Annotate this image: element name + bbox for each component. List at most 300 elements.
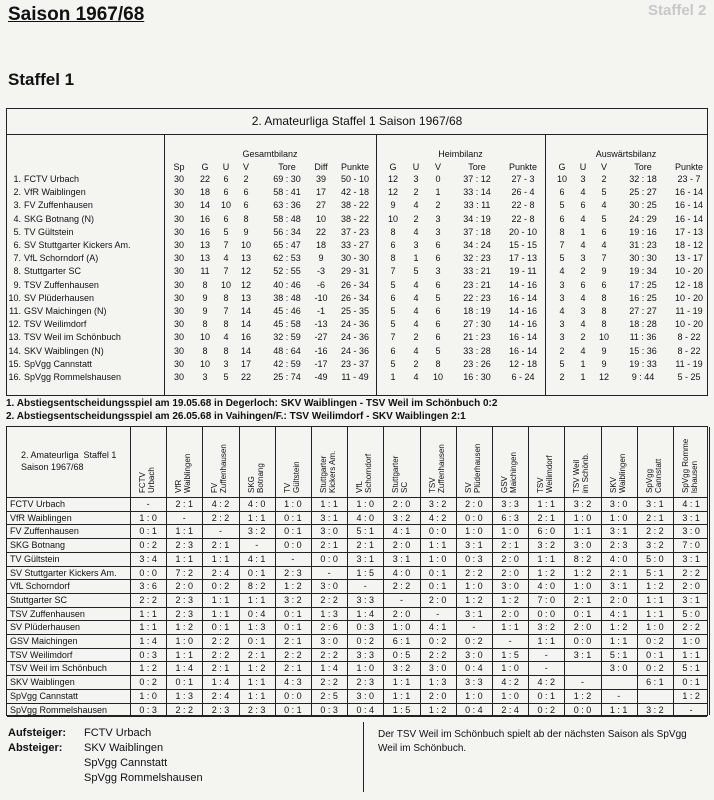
match-result: 1 : 1 bbox=[211, 594, 230, 605]
stat-apkt: 18 - 12 bbox=[674, 240, 704, 250]
stat-ag: 5 bbox=[559, 200, 565, 211]
stat-ag: 8 bbox=[559, 226, 565, 237]
match-result: 2 : 3 bbox=[175, 594, 194, 605]
match-result: 1 : 2 bbox=[682, 690, 700, 701]
match-result: 1 : 1 bbox=[211, 608, 230, 619]
stat-sp: 30 bbox=[173, 187, 184, 198]
match-result: 1 : 1 bbox=[501, 622, 519, 633]
match-result: 1 : 0 bbox=[646, 622, 664, 633]
stat-diff: -27 bbox=[314, 332, 328, 343]
stat-hpkt: 27 - 3 bbox=[511, 174, 535, 184]
match-result: 1 : 0 bbox=[465, 526, 483, 537]
match-result: 6 : 1 bbox=[392, 636, 411, 646]
stat-hg: 5 bbox=[390, 319, 396, 330]
stat-diff: 39 bbox=[315, 174, 326, 184]
stat-av: 9 bbox=[601, 345, 607, 356]
match-result: 3 : 1 bbox=[682, 553, 700, 564]
match-result: 1 : 2 bbox=[573, 567, 592, 578]
group-header-away: Auswärtsbilanz bbox=[595, 149, 657, 159]
match-result: - bbox=[617, 690, 621, 701]
stat-g: 8 bbox=[202, 345, 208, 356]
match-result: 1 : 2 bbox=[646, 581, 664, 592]
stat-hpkt: 16 - 14 bbox=[508, 345, 538, 356]
match-result: 1 : 1 bbox=[392, 690, 411, 701]
stat-au: 4 bbox=[580, 187, 586, 198]
stat-htore: 37 : 12 bbox=[463, 174, 491, 184]
match-result: 3 : 1 bbox=[465, 540, 483, 551]
match-result: 2 : 2 bbox=[139, 594, 157, 605]
match-result: 1 : 0 bbox=[139, 690, 157, 701]
stat-hv: 10 bbox=[432, 372, 443, 382]
stat-v: 17 bbox=[240, 358, 251, 369]
match-result: 4 : 0 bbox=[356, 512, 375, 523]
stat-atore: 30 : 30 bbox=[629, 253, 657, 264]
stat-hu: 4 bbox=[413, 372, 419, 382]
matrix-row-team: TV Gültstein bbox=[10, 553, 60, 564]
matrix-row-team: TSV Weil im Schönbuch bbox=[10, 663, 107, 674]
stat-av: 12 bbox=[598, 372, 609, 382]
stat-u: 8 bbox=[223, 345, 229, 356]
match-result: - bbox=[399, 594, 403, 605]
match-result: 1 : 2 bbox=[573, 690, 592, 701]
stat-hg: 12 bbox=[387, 187, 398, 198]
stat-pkt: 23 - 37 bbox=[340, 358, 370, 369]
stat-ag: 3 bbox=[559, 279, 565, 290]
match-result: 1 : 1 bbox=[609, 704, 628, 715]
match-result: 6 : 3 bbox=[501, 512, 519, 523]
stat-av: 9 bbox=[601, 266, 607, 277]
match-result: 3 : 1 bbox=[682, 512, 700, 523]
match-result: 2 : 1 bbox=[573, 594, 592, 605]
match-result: 0 : 5 bbox=[392, 649, 411, 660]
stat-ag: 2 bbox=[559, 345, 565, 356]
match-result: 2 : 2 bbox=[175, 704, 194, 715]
match-result: 3 : 2 bbox=[646, 540, 664, 551]
matrix-col-label: SpVgg Romme lshausen bbox=[681, 438, 699, 493]
stat-tore: 65 : 47 bbox=[273, 240, 301, 250]
match-result: 2 : 0 bbox=[392, 608, 411, 619]
match-result: 3 : 4 bbox=[139, 553, 157, 564]
match-result: 0 : 1 bbox=[537, 690, 556, 701]
team-name: FV Zuffenhausen bbox=[24, 200, 93, 211]
match-result: 3 : 2 bbox=[428, 499, 447, 509]
stat-av: 8 bbox=[601, 319, 607, 330]
team-name: GSV Maichingen (N) bbox=[24, 306, 107, 316]
stat-hg: 12 bbox=[387, 174, 398, 184]
match-result: 8 : 2 bbox=[247, 581, 266, 592]
match-result: 3 : 1 bbox=[465, 608, 483, 619]
matrix-col-label: FV Zuffenhausen bbox=[210, 444, 229, 493]
stat-g: 22 bbox=[199, 174, 210, 184]
match-result: 1 : 0 bbox=[139, 512, 157, 523]
stat-sp: 30 bbox=[173, 279, 184, 290]
match-result: 0 : 1 bbox=[284, 622, 302, 633]
match-result: 3 : 0 bbox=[320, 526, 338, 537]
match-result: 1 : 1 bbox=[139, 622, 157, 633]
matrix-row-team: GSV Maichingen bbox=[10, 636, 78, 646]
stat-hpkt: 15 - 15 bbox=[508, 240, 538, 250]
match-result: 0 : 1 bbox=[284, 526, 302, 537]
match-result: 2 : 0 bbox=[465, 499, 483, 509]
stat-au: 1 bbox=[580, 226, 586, 237]
match-result: 4 : 1 bbox=[428, 622, 447, 633]
stat-pkt: 38 - 22 bbox=[340, 200, 370, 211]
match-result: 0 : 1 bbox=[247, 567, 266, 578]
match-result: 1 : 3 bbox=[428, 677, 447, 688]
match-result: 1 : 5 bbox=[392, 704, 411, 715]
stat-ag: 3 bbox=[559, 332, 565, 343]
stat-sp: 30 bbox=[173, 345, 184, 356]
match-result: 0 : 1 bbox=[682, 677, 700, 688]
match-result: 1 : 0 bbox=[284, 499, 302, 509]
match-result: 4 : 1 bbox=[682, 499, 700, 509]
stat-hpkt: 22 - 8 bbox=[511, 213, 535, 224]
matrix-row-team: SKG Botnang bbox=[10, 540, 66, 551]
match-result: 1 : 0 bbox=[573, 512, 592, 523]
team-name: VfL Schorndorf (A) bbox=[24, 253, 99, 264]
match-result: 3 : 1 bbox=[682, 594, 700, 605]
stat-apkt: 5 - 25 bbox=[677, 372, 701, 382]
match-result: - bbox=[544, 649, 548, 660]
results-matrix bbox=[6, 426, 708, 716]
match-result: 2 : 0 bbox=[682, 581, 700, 592]
stat-g: 10 bbox=[199, 358, 210, 369]
stat-hg: 1 bbox=[390, 372, 396, 382]
stat-g: 3 bbox=[202, 372, 208, 382]
stat-htore: 33 : 28 bbox=[463, 345, 491, 356]
stat-hg: 5 bbox=[390, 306, 396, 316]
match-result: 4 : 2 bbox=[211, 499, 230, 509]
stat-pkt: 11 - 49 bbox=[341, 372, 369, 382]
team-name: TSV Weil im Schönbuch bbox=[24, 332, 121, 343]
stat-apkt: 23 - 7 bbox=[677, 174, 701, 184]
stat-hpkt: 16 - 14 bbox=[508, 332, 538, 343]
match-result: 4 : 0 bbox=[247, 499, 266, 509]
matrix-col-label: TSV Weil im Schönb. bbox=[572, 452, 591, 493]
stat-v: 6 bbox=[243, 200, 249, 211]
match-result: 3 : 2 bbox=[247, 526, 266, 537]
match-result: 4 : 1 bbox=[392, 526, 411, 537]
match-result: 2 : 3 bbox=[356, 677, 375, 688]
stat-ag: 3 bbox=[559, 319, 565, 330]
stat-pkt: 33 - 27 bbox=[340, 240, 370, 250]
relegated-team-1: SKV Waiblingen bbox=[84, 742, 164, 754]
section-title: Staffel 1 bbox=[8, 70, 75, 89]
stat-au: 3 bbox=[580, 174, 586, 184]
group-header-home: Heimbilanz bbox=[438, 149, 483, 159]
team-name: TSV Zuffenhausen bbox=[24, 279, 99, 290]
stat-ag: 6 bbox=[559, 187, 565, 198]
stat-hu: 4 bbox=[413, 226, 419, 237]
col-header-hv: V bbox=[434, 162, 441, 172]
match-result: 1 : 1 bbox=[247, 677, 266, 688]
stat-hg: 10 bbox=[387, 213, 398, 224]
stat-u: 8 bbox=[223, 319, 229, 330]
rank: 16. bbox=[8, 372, 21, 382]
stat-av: 8 bbox=[601, 292, 607, 303]
match-result: - bbox=[689, 704, 693, 715]
match-result: 1 : 1 bbox=[139, 608, 157, 619]
stat-sp: 30 bbox=[173, 253, 184, 264]
match-result: 3 : 6 bbox=[139, 581, 157, 592]
match-result: 2 : 3 bbox=[211, 704, 230, 715]
match-result: 1 : 1 bbox=[247, 594, 266, 605]
stat-g: 14 bbox=[199, 200, 210, 211]
stat-u: 6 bbox=[223, 213, 229, 224]
stat-ag: 4 bbox=[559, 266, 565, 277]
stat-au: 1 bbox=[580, 372, 586, 382]
stat-ag: 10 bbox=[556, 174, 567, 184]
matrix-col-label: Stuttgarter SC bbox=[391, 455, 410, 493]
stat-hv: 5 bbox=[435, 345, 441, 356]
match-result: 2 : 2 bbox=[646, 526, 664, 537]
stat-sp: 30 bbox=[173, 332, 184, 343]
stat-atore: 15 : 36 bbox=[629, 345, 657, 356]
matrix-row-team: SV Stuttgarter Kickers Am. bbox=[10, 567, 117, 578]
stat-hg: 6 bbox=[390, 240, 396, 250]
rank: 10. bbox=[8, 292, 21, 303]
match-result: 3 : 3 bbox=[501, 499, 519, 509]
stat-hpkt: 17 - 13 bbox=[508, 253, 538, 264]
match-result: 1 : 1 bbox=[537, 553, 556, 564]
stat-g: 8 bbox=[202, 279, 208, 290]
stat-hpkt: 16 - 14 bbox=[508, 292, 538, 303]
stat-hu: 4 bbox=[413, 292, 419, 303]
stat-diff: 22 bbox=[315, 226, 326, 237]
stat-u: 10 bbox=[220, 279, 231, 290]
col-header-v: V bbox=[242, 162, 249, 172]
match-result: 0 : 1 bbox=[573, 608, 592, 619]
match-result: 1 : 1 bbox=[247, 690, 266, 701]
match-result: 4 : 1 bbox=[609, 608, 628, 619]
stat-hu: 1 bbox=[413, 253, 419, 264]
stat-atore: 19 : 34 bbox=[629, 266, 657, 277]
match-result: 1 : 0 bbox=[573, 581, 592, 592]
match-result: 5 : 0 bbox=[682, 608, 700, 619]
match-result: 7 : 2 bbox=[175, 567, 194, 578]
stat-tore: 45 : 46 bbox=[273, 306, 301, 316]
match-result: 2 : 1 bbox=[284, 636, 302, 646]
rank: 13. bbox=[8, 332, 21, 343]
matrix-row-team: VfL Schorndorf bbox=[10, 581, 70, 592]
rank: 12. bbox=[8, 319, 21, 330]
stat-apkt: 8 - 22 bbox=[677, 332, 701, 343]
match-result: 1 : 1 bbox=[682, 649, 700, 660]
match-result: 1 : 1 bbox=[392, 677, 411, 688]
stat-hu: 2 bbox=[413, 358, 419, 369]
stat-hv: 6 bbox=[435, 279, 441, 290]
match-result: 1 : 0 bbox=[428, 553, 447, 564]
stat-hpkt: 20 - 10 bbox=[508, 226, 538, 237]
col-header-ag: G bbox=[558, 162, 566, 172]
match-result: 0 : 2 bbox=[465, 636, 483, 646]
match-result: 2 : 4 bbox=[211, 567, 230, 578]
stat-apkt: 16 - 14 bbox=[674, 213, 704, 224]
stat-apkt: 10 - 20 bbox=[674, 319, 704, 330]
rank: 14. bbox=[8, 345, 21, 356]
stat-diff: -6 bbox=[316, 279, 325, 290]
match-result: 0 : 0 bbox=[465, 512, 483, 523]
match-result: - bbox=[218, 526, 222, 537]
standings-table bbox=[6, 108, 708, 396]
matrix-col-label: TV Gültstein bbox=[282, 461, 301, 493]
match-result: 2 : 0 bbox=[175, 581, 194, 592]
match-result: 2 : 3 bbox=[175, 608, 194, 619]
match-result: 1 : 1 bbox=[609, 636, 628, 646]
stat-hv: 3 bbox=[435, 266, 441, 277]
stat-htore: 21 : 23 bbox=[463, 332, 491, 343]
match-result: 1 : 0 bbox=[501, 690, 519, 701]
match-result: 0 : 0 bbox=[573, 704, 592, 715]
stat-au: 4 bbox=[580, 292, 586, 303]
team-name: SV Plüderhausen bbox=[24, 292, 95, 303]
stat-au: 6 bbox=[580, 279, 586, 290]
col-header-pkt: Punkte bbox=[340, 162, 370, 172]
match-result: 3 : 0 bbox=[356, 690, 375, 701]
stat-au: 4 bbox=[580, 240, 586, 250]
stat-tore: 38 : 48 bbox=[273, 292, 301, 303]
stat-ag: 4 bbox=[559, 306, 565, 316]
match-result: 2 : 0 bbox=[392, 499, 411, 509]
stat-tore: 69 : 30 bbox=[273, 174, 301, 184]
matrix-row-team: SV Plüderhausen bbox=[10, 622, 81, 633]
stat-atore: 11 : 36 bbox=[629, 332, 657, 343]
stat-u: 6 bbox=[223, 174, 229, 184]
stat-diff: 9 bbox=[318, 253, 324, 264]
stat-av: 5 bbox=[601, 213, 607, 224]
stat-u: 6 bbox=[223, 187, 229, 198]
relegated-team-2: SpVgg Cannstatt bbox=[84, 757, 168, 769]
matrix-col-label: Stuttgarter Kickers Am. bbox=[319, 450, 337, 493]
bleed-through-title: Staffel 2 bbox=[648, 2, 707, 19]
match-result: 0 : 3 bbox=[139, 704, 157, 715]
stat-hpkt: 6 - 24 bbox=[511, 372, 535, 382]
stat-hv: 3 bbox=[435, 226, 441, 237]
stat-g: 16 bbox=[199, 213, 210, 224]
match-result: 1 : 1 bbox=[428, 540, 447, 551]
stat-pkt: 29 - 31 bbox=[340, 266, 370, 277]
matrix-row-team: SpVgg Cannstatt bbox=[10, 690, 79, 701]
match-result: 2 : 0 bbox=[573, 622, 592, 633]
stat-hv: 6 bbox=[435, 253, 441, 264]
match-result: 0 : 4 bbox=[465, 704, 483, 715]
match-result: 1 : 0 bbox=[465, 690, 483, 701]
match-result: 0 : 2 bbox=[356, 636, 375, 646]
match-result: 1 : 0 bbox=[465, 581, 483, 592]
stat-diff: 17 bbox=[315, 187, 326, 198]
stat-hu: 4 bbox=[413, 306, 419, 316]
stat-hg: 6 bbox=[390, 292, 396, 303]
stat-u: 4 bbox=[223, 253, 229, 264]
match-result: 0 : 0 bbox=[139, 567, 157, 578]
match-result: 0 : 4 bbox=[247, 608, 266, 619]
stat-apkt: 10 - 20 bbox=[674, 266, 704, 277]
match-result: 2 : 2 bbox=[320, 594, 338, 605]
stat-hpkt: 12 - 18 bbox=[508, 358, 538, 369]
match-result: 0 : 2 bbox=[139, 677, 157, 688]
stat-hg: 8 bbox=[390, 253, 396, 264]
stat-atore: 32 : 18 bbox=[629, 174, 657, 184]
match-result: 0 : 0 bbox=[284, 690, 302, 701]
match-result: 2 : 0 bbox=[428, 594, 447, 605]
stat-v: 14 bbox=[240, 345, 251, 356]
stat-hu: 2 bbox=[413, 332, 419, 343]
stat-av: 6 bbox=[601, 226, 607, 237]
stat-tore: 42 : 59 bbox=[273, 358, 301, 369]
stat-hpkt: 19 - 11 bbox=[509, 266, 537, 277]
matrix-col-label: VfL Schorndorf bbox=[355, 453, 374, 493]
rank: 11. bbox=[9, 306, 21, 316]
stat-sp: 30 bbox=[173, 358, 184, 369]
match-result: 2 : 0 bbox=[609, 594, 628, 605]
match-result: 3 : 0 bbox=[609, 663, 628, 674]
stat-hpkt: 26 - 4 bbox=[511, 187, 535, 198]
stat-sp: 30 bbox=[173, 306, 184, 316]
match-result: 3 : 0 bbox=[573, 540, 592, 551]
match-result: - bbox=[327, 567, 331, 578]
page-title: Saison 1967/68 bbox=[8, 4, 145, 25]
match-result: 0 : 2 bbox=[139, 540, 157, 551]
stat-hv: 2 bbox=[435, 200, 441, 211]
stat-pkt: 30 - 30 bbox=[340, 253, 370, 264]
match-result: 2 : 1 bbox=[211, 540, 230, 551]
stat-apkt: 17 - 13 bbox=[674, 226, 704, 237]
match-result: 0 : 4 bbox=[356, 704, 375, 715]
stat-hpkt: 22 - 8 bbox=[511, 200, 535, 211]
relegated-label: Absteiger: bbox=[8, 742, 63, 754]
match-result: 2 : 1 bbox=[247, 649, 266, 660]
match-result: - bbox=[580, 677, 584, 688]
stat-atore: 25 : 27 bbox=[629, 187, 657, 198]
stat-av: 8 bbox=[601, 306, 607, 316]
stat-apkt: 8 - 22 bbox=[677, 345, 701, 356]
match-result: 4 : 2 bbox=[428, 512, 447, 523]
match-result: 2 : 4 bbox=[501, 704, 519, 715]
match-result: 3 : 3 bbox=[465, 677, 483, 688]
stat-hv: 5 bbox=[435, 292, 441, 303]
match-result: 1 : 4 bbox=[320, 663, 338, 674]
col-header-hg: G bbox=[389, 162, 397, 172]
stat-tore: 48 : 64 bbox=[273, 345, 301, 356]
match-result: 1 : 3 bbox=[175, 690, 194, 701]
match-result: 2 : 5 bbox=[320, 690, 338, 701]
match-result: 2 : 1 bbox=[211, 663, 230, 674]
match-result: 3 : 0 bbox=[682, 526, 700, 537]
match-result: 3 : 2 bbox=[537, 540, 556, 551]
stat-atore: 18 : 28 bbox=[629, 319, 657, 330]
standings-title: 2. Amateurliga Staffel 1 Saison 1967/68 bbox=[251, 114, 463, 128]
stat-u: 5 bbox=[223, 372, 229, 382]
stat-g: 9 bbox=[202, 306, 208, 316]
stat-ag: 2 bbox=[559, 372, 565, 382]
match-result: 2 : 1 bbox=[501, 540, 519, 551]
stat-apkt: 11 - 19 bbox=[675, 358, 703, 369]
matrix-row-team: TSV Weilimdorf bbox=[10, 649, 73, 660]
stat-hg: 6 bbox=[390, 345, 396, 356]
stat-av: 4 bbox=[601, 240, 607, 250]
stat-sp: 30 bbox=[173, 292, 184, 303]
match-result: - bbox=[544, 663, 548, 674]
stat-htore: 34 : 19 bbox=[463, 213, 491, 224]
match-result: - bbox=[255, 540, 259, 551]
col-header-hpkt: Punkte bbox=[508, 162, 538, 172]
match-result: 8 : 2 bbox=[573, 553, 592, 564]
match-result: 2 : 0 bbox=[392, 540, 411, 551]
match-result: 1 : 0 bbox=[356, 499, 375, 509]
matrix-col-label: SKV Waiblingen bbox=[608, 453, 627, 493]
match-result: 1 : 2 bbox=[537, 567, 556, 578]
team-name: SKV Waiblingen (N) bbox=[24, 345, 104, 356]
